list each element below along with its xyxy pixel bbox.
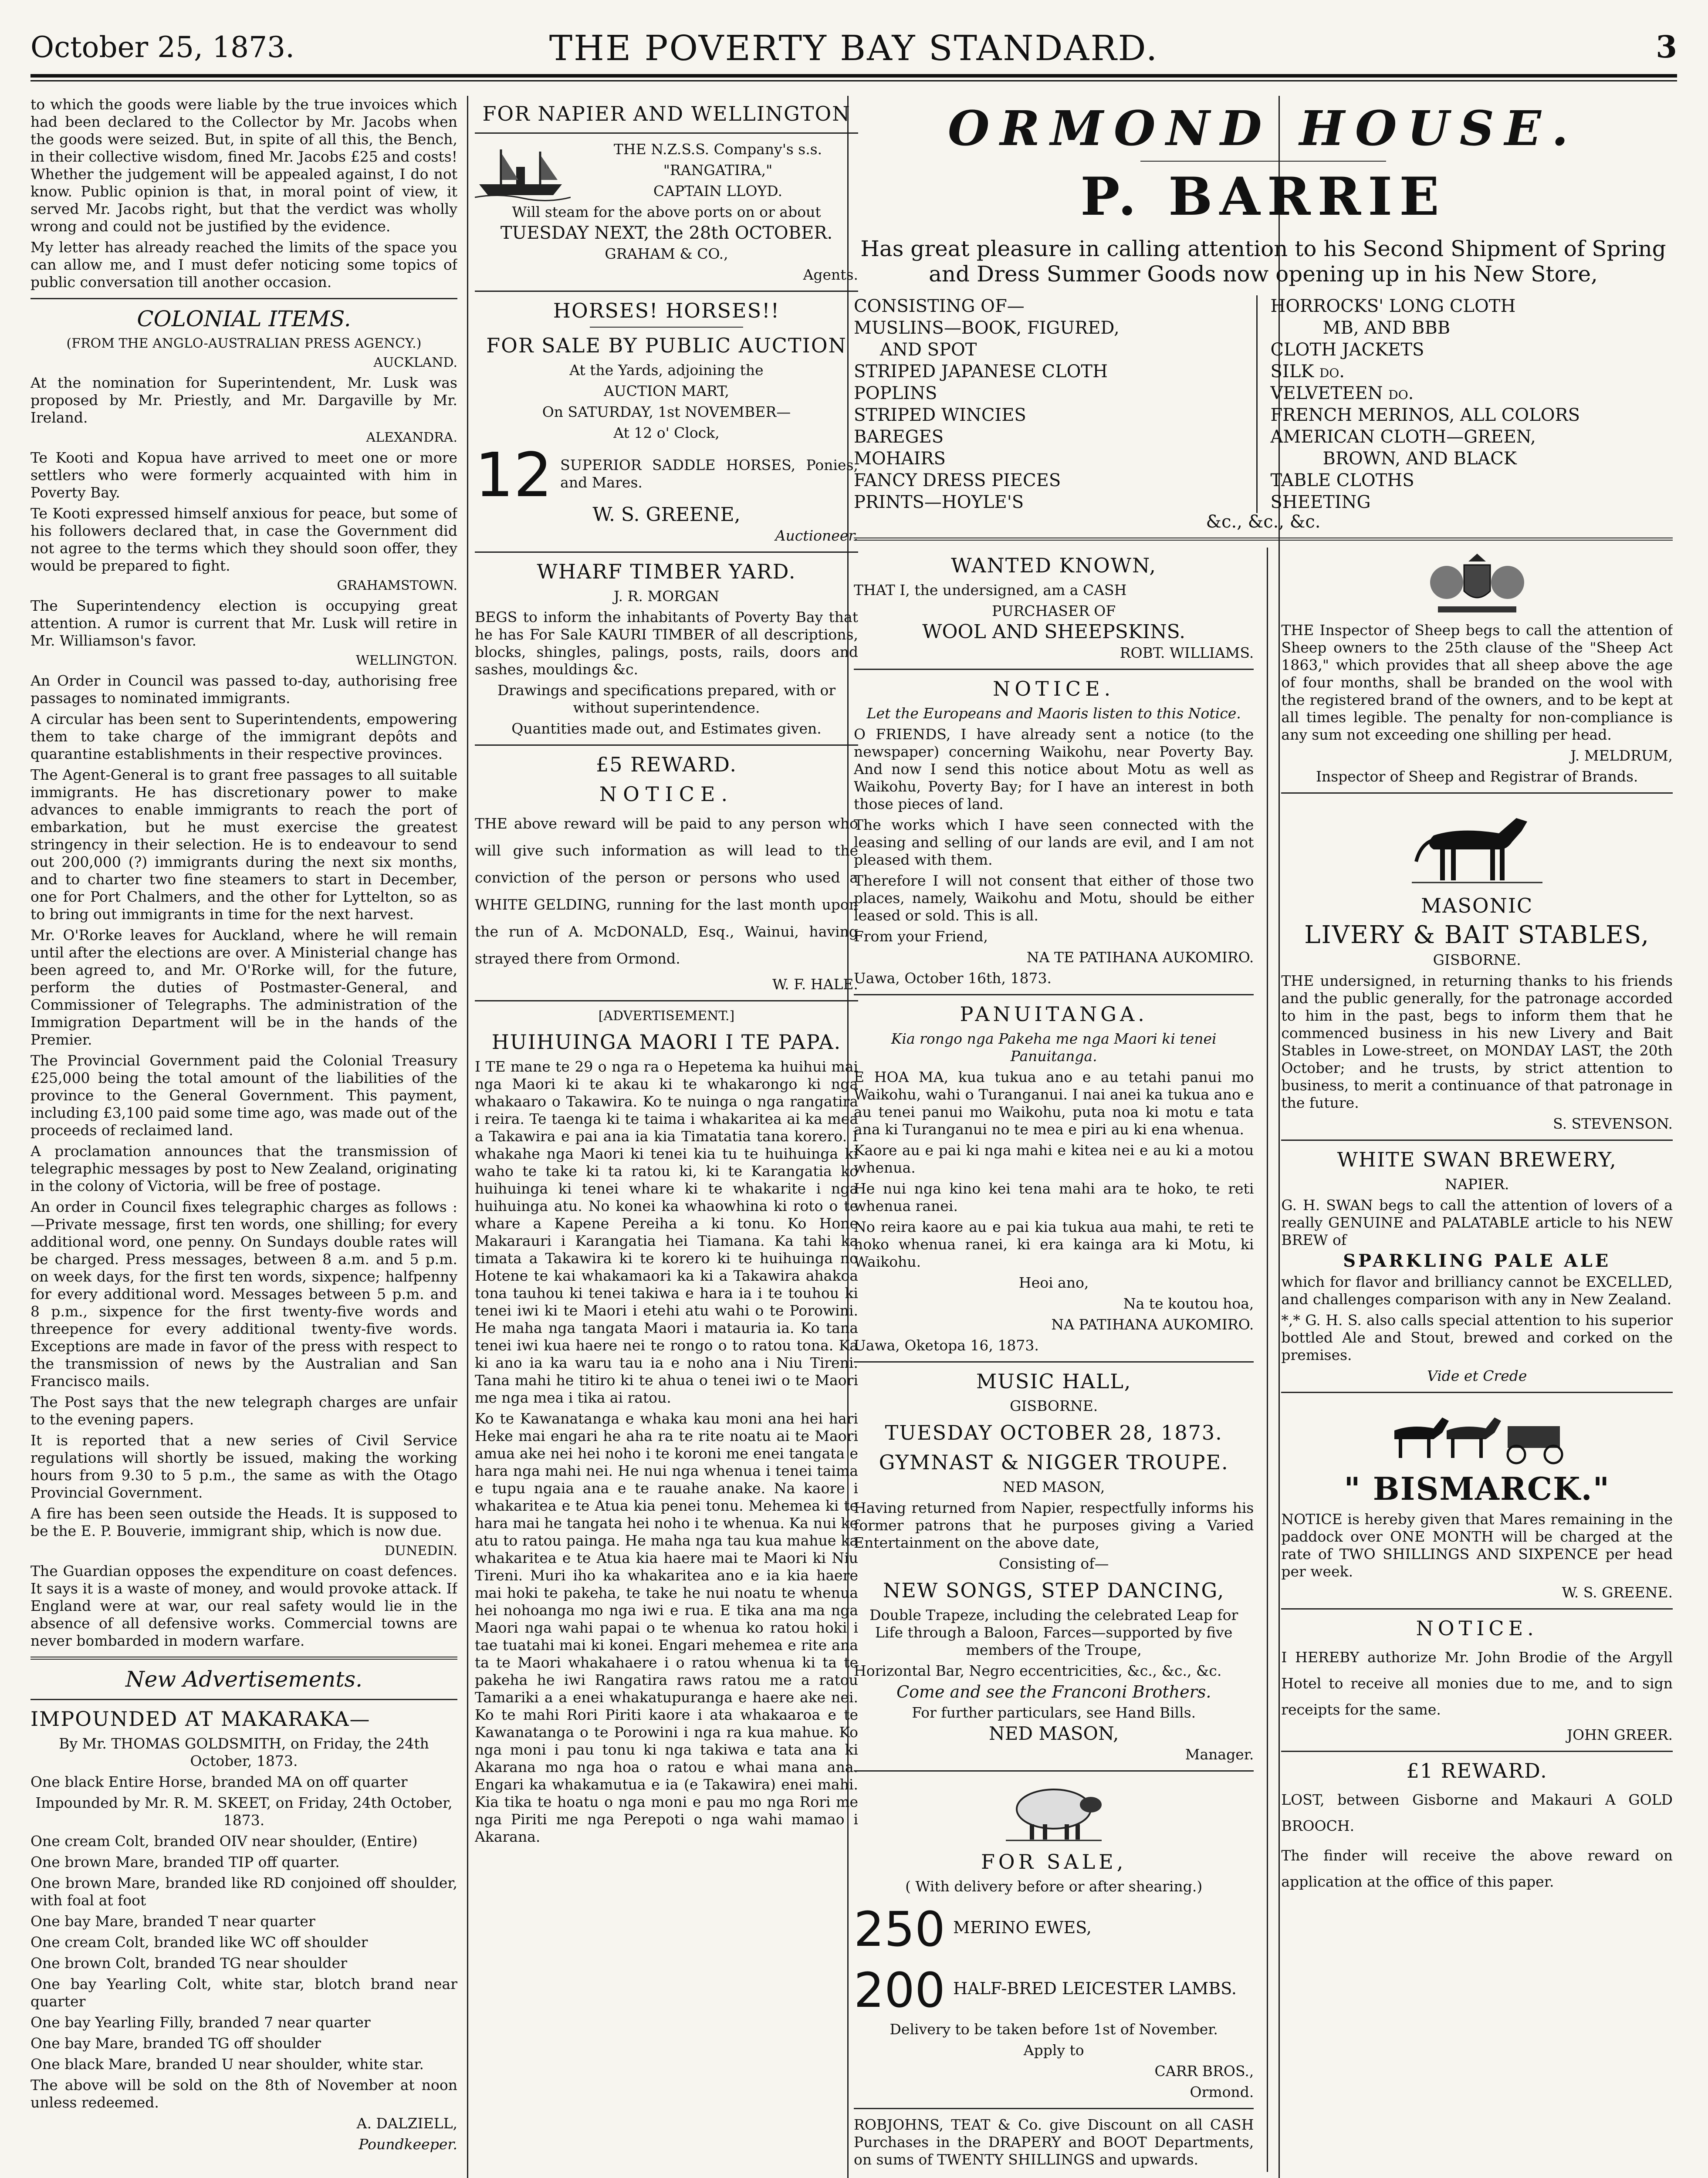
panuitanga-5: Heoi ano,: [1018, 1274, 1089, 1291]
poundkeeper-role: Poundkeeper.: [359, 2136, 457, 2153]
wellington-text-7: An order in Council fixes telegraphic charges as follows :—Private message, first ten words, one shilling; for every additional word, one penny. On Sundays double rates will be charged. Press messages, between 8 a.m. and 5 p.m. on week days, for the first ten words, sixpence; halfpenny for every additional word. Messages between 5 p.m. and 8 p.m., sixpence for the first twenty-five words and threepence for every additional twenty-five words. Exceptions are made in favor of the press with respect to the transmission of news by the Australian and San Francisco mails.: [30, 1198, 457, 1390]
rangatira-date: TUESDAY NEXT, the 28th OCTOBER.: [500, 223, 833, 243]
sale-lot-2: [854, 1960, 1254, 2021]
sale-number-2: 200: [854, 1962, 945, 2018]
impounded-item: One cream Colt, branded OIV near shoulder, (Entire): [30, 1833, 418, 1850]
page-number: 3: [1656, 29, 1677, 65]
goods-item: POPLINS: [854, 383, 937, 403]
for-sale-subtitle: ( With delivery before or after shearing.): [905, 1878, 1203, 1895]
letter-text: to which the goods were liable by the true invoices which had been declared to the Collector by Mr. Jacobs when the goods were seized. But, in spite of all this, the Bench, in their collective wisdom, fined Mr. Jacobs £25 and costs! Whether the judgement will be appealed against, I do not know. Public opinion is that, in moral point of view, it served Mr. Jacobs right, but that the verdict was wholly wrong and could not be justified by the evidence.: [30, 96, 457, 235]
livery-body: THE undersigned, in returning thanks to his friends and the public generally, for the patronage accorded to him in the past, begs to inform them that he commenced business in his new Livery and Bait Stables in Lowe-street, on MONDAY LAST, the 20th October; and he trusts, by strict attention to business, to merit a continuance of that patronage in the future.: [1281, 972, 1673, 1111]
napier-wellington-title: FOR NAPIER AND WELLINGTON: [482, 102, 851, 125]
auction-lot-text: SUPERIOR SADDLE HORSES, Ponies, and Mares.: [560, 457, 858, 491]
impounded-item: One cream Colt, branded like WC off shoulder: [30, 1934, 368, 1951]
goods-item: VELVETEEN do.: [1270, 383, 1414, 403]
goods-left: [854, 295, 1256, 513]
wharf-line-3: Quantities made out, and Estimates given.: [511, 720, 822, 737]
white-swan-body-2: which for flavor and brilliancy cannot be EXCELLED, and challenges comparison with any in New Zealand.: [1281, 1273, 1673, 1308]
goods-item: MOHAIRS: [854, 449, 946, 469]
bismarck-sign: W. S. GREENE.: [1562, 1584, 1673, 1601]
sale-label-2: HALF-BRED LEICESTER LAMBS.: [953, 1979, 1237, 1998]
goods-item: SHEETING: [1270, 492, 1371, 512]
wellington-text-9: It is reported that a new series of Civil Service regulations will shortly be issued, making the working hours from 9.30 to 5 p.m., the same as with the Otago Provincial Government.: [30, 1432, 457, 1501]
wellington-text-5: The Provincial Government paid the Colonial Treasury £25,000 being the total amount of the liabilities of the province to the General Government. This payment, including £3,100 paid some time ago, was made out of the proceeds of reclaimed land.: [30, 1052, 457, 1139]
white-swan-place: NAPIER.: [1445, 1176, 1509, 1193]
goods-item: FANCY DRESS PIECES: [854, 470, 1061, 490]
rangatira-ship: "RANGATIRA,": [663, 162, 773, 179]
auctioneer-name: W. S. GREENE,: [592, 504, 741, 526]
sale-label-1: MERINO EWES,: [953, 1918, 1092, 1937]
column-1: [30, 96, 457, 2178]
wellington-head: WELLINGTON.: [355, 653, 457, 668]
wharf-line-2: Drawings and specifications prepared, with or without superintendence.: [497, 682, 836, 716]
colonial-items-title: COLONIAL ITEMS.: [137, 306, 351, 331]
auction-lot: [475, 440, 858, 511]
royal-arms-icon: [1421, 552, 1534, 617]
auction-title: FOR SALE BY PUBLIC AUCTION: [486, 334, 847, 357]
music-hall-line-3: Horizontal Bar, Negro eccentricities, &c., &c., &c.: [854, 1662, 1222, 1679]
rangatira-agents-label: Agents.: [803, 266, 858, 283]
auction-line-3: On SATURDAY, 1st NOVEMBER—: [542, 403, 791, 420]
wellington-text-1: An Order in Council was passed to-day, authorising free passages to nominated immigrants.: [30, 672, 457, 707]
grahamstown-text: The Superintendency election is occupying great attention. A rumor is current that Mr. Lusk will retire in Mr. Williamson's favor.: [30, 597, 457, 649]
livery-sign: S. STEVENSON.: [1553, 1115, 1673, 1132]
music-hall-place: GISBORNE.: [1010, 1397, 1098, 1414]
panuitanga-subtitle: Kia rongo nga Pakeha me nga Maori ki tenei Panuitanga.: [891, 1030, 1217, 1065]
column-2: [475, 96, 858, 2178]
poundkeeper-name: A. DALZIELL,: [356, 2115, 457, 2132]
music-hall-line-4: For further particulars, see Hand Bills.: [912, 1704, 1196, 1721]
alexandra-text-2: Te Kooti expressed himself anxious for peace, but some of his followers declared that, in case the Government did not agree to the terms which they should soon offer, they would be prepared to fight.: [30, 505, 457, 574]
column-4: [1267, 548, 1673, 2172]
goods-item: SILK do.: [1270, 362, 1345, 382]
alexandra-text-1: Te Kooti and Kopua have arrived to meet one or more settlers who were formerly acquainted with him in Poverty Bay.: [30, 449, 457, 501]
impounded-item: One brown Mare, branded TIP off quarter.: [30, 1853, 340, 1870]
notice-patihana-subtitle: Let the Europeans and Maoris listen to this Notice.: [866, 705, 1241, 722]
masonic-title: MASONIC: [1421, 894, 1533, 917]
reward-5-title: £5 REWARD.: [595, 753, 737, 776]
music-hall-consisting: Consisting of—: [998, 1555, 1109, 1572]
sheep-inspector-sign: J. MELDRUM,: [1570, 747, 1673, 764]
panuitanga-3: He nui nga kino kei tena mahi ara te hoko, te reti whenua ranei.: [854, 1180, 1254, 1214]
impounded-item-first: One black Entire Horse, branded MA on off quarter: [30, 1773, 408, 1790]
dunedin-text: The Guardian opposes the expenditure on coast defences. It says it is a waste of money, and would provoke attack. If England were at war, our real safety would lie in the absence of all defensive works. Commercial towns are never bombarded in modern warfare.: [30, 1562, 457, 1649]
auction-line-4: At 12 o' Clock,: [613, 424, 720, 441]
column-3-4-wide: [854, 96, 1673, 2178]
grahamstown-head: GRAHAMSTOWN.: [337, 578, 457, 593]
notice-patihana-2: The works which I have seen connected with the leasing and selling of our lands are evil, and I am not pleased with them.: [854, 816, 1254, 868]
ormond-house-title: ORMOND HOUSE.: [947, 100, 1579, 156]
huihuinga-text-2: Ko te Kawanatanga e whaka kau moni ana hei hari Heke mai engari he aha ra te rite noatu ai te Maori amua ake nei hei noho i te koroni me enei tangata e hara nga mahi nei. He nui nga whenua i tenei taima e tupu ngaia ana e te rauahe anake. Na kaore i whakaritea e te Atua kia penei tonu. Mehemea ki te hara mai he tangata hei noho i te whenua. Ka nui ke atu to ratou painga. He maha nga tau kua mahue ka whakaritea e te Atua kia haere mai te Maori ki Niu Tireni. Muri iho ka whakaritea ano e ia kia haere mai hoki te pakeha, te take he nui noatu te whenua hei nohoanga mo nga iwi e rua. E tika ana ma nga Maori nga wahi papai o te whenua ko ratou hoki i tae tuatahi mai ki konei. Engari mehemea e rite ana ta te Maori whakahaere i o ratou whenua ki ta te pakeha he iwi Rangatira raws ratou me a ratou Tamariki a a enei whakatupuranga e haere ake nei. Ko te mahi Rori Piriti kaore i ata whakaaroa e te Kawanatanga o te Porowini i nga ra kua mahue. Ko nga moni i pau tonu ki nga takiwa e tata ana ki Akarana mo nga hoa o ratou e whai mana ana. Engari ka whakamutua e ia (e Takawira) enei mahi. Kia tika te hoatu o nga moni e pau mo nga Rori me nga Piriti me nga Perepoti o nga wahi mamao i Akarana.: [475, 1410, 858, 1845]
new-advertisements-title: New Advertisements.: [125, 1667, 363, 1692]
wanted-known-title: WANTED KNOWN,: [951, 554, 1157, 577]
column-3: [854, 548, 1267, 2172]
sheep-inspector-role: Inspector of Sheep and Registrar of Brands.: [1316, 768, 1638, 785]
for-sale-title: FOR SALE,: [981, 1850, 1127, 1874]
white-swan-title: WHITE SWAN BREWERY,: [1337, 1148, 1617, 1171]
wanted-line-3: WOOL AND SHEEPSKINS.: [922, 621, 1186, 643]
sale-lot-1: [854, 1899, 1254, 1960]
reward-1-body-2: The finder will receive the above reward on application at the office of this paper.: [1281, 1847, 1673, 1890]
panuitanga-sign: NA PATIHANA AUKOMIRO.: [1051, 1316, 1254, 1333]
goods-right: [1256, 295, 1673, 513]
notice-patihana-4: From your Friend,: [854, 928, 988, 945]
livery-title: LIVERY & BAIT STABLES,: [1304, 921, 1650, 949]
notice-greer-title: NOTICE.: [1416, 1617, 1538, 1640]
music-hall-body: Having returned from Napier, respectfully informs his former patrons that he purposes giving a Varied Entertainment on the above date,: [854, 1499, 1254, 1551]
goods-grid: [854, 295, 1673, 513]
sale-delivery: Delivery to be taken before 1st of November.: [890, 2021, 1218, 2038]
music-hall-songs: NEW SONGS, STEP DANCING,: [883, 1579, 1225, 1602]
music-hall-troupe: GYMNAST & NIGGER TROUPE.: [879, 1451, 1229, 1474]
sale-place: Ormond.: [1190, 2083, 1254, 2100]
music-hall-line-2: Double Trapeze, including the celebrated Leap for Life through a Baloon, Farces—supported by five members of the Troupe,: [869, 1606, 1238, 1658]
consisting-label: CONSISTING OF—: [854, 296, 1025, 316]
notice-greer-body: I HEREBY authorize Mr. John Brodie of the Argyll Hotel to receive all monies due to me, and to sign receipts for the same.: [1281, 1649, 1673, 1718]
goods-item: STRIPED JAPANESE CLOTH: [854, 362, 1108, 382]
impounded-item: One bay Yearling Colt, white star, blotch brand near quarter: [30, 1975, 457, 2010]
impounded-by-2: Impounded by Mr. R. M. SKEET, on Friday, 24th October, 1873.: [35, 1794, 453, 1829]
impounded-item: One brown Colt, branded TG near shoulder: [30, 1955, 347, 1972]
notice-greer-sign: JOHN GREER.: [1566, 1726, 1673, 1743]
colonial-source: (FROM THE ANGLO-AUSTRALIAN PRESS AGENCY.): [66, 336, 422, 351]
sheep-icon: [1001, 1779, 1106, 1844]
sale-sign: CARR BROS.,: [1154, 2063, 1254, 2080]
sale-number-1: 250: [854, 1901, 945, 1957]
panuitanga-4: No reira kaore au e pai kia tukua aua mahi, te reti te hoko whenua ranei, ki era kainga ara ki Motu, ki Waikohu.: [854, 1218, 1254, 1270]
rangatira-line-1: THE N.Z.S.S. Company's s.s.: [613, 141, 822, 158]
wharf-body: BEGS to inform the inhabitants of Poverty Bay that he has For Sale KAURI TIMBER of all descriptions, blocks, shingles, palings, posts, rails, doors and sashes, mouldings &c.: [475, 609, 858, 678]
music-hall-sign: NED MASON,: [988, 1723, 1119, 1744]
goods-item: TABLE CLOTHS: [1270, 470, 1414, 490]
panuitanga-title: PANUITANGA.: [960, 1002, 1148, 1026]
horse-icon: [1407, 801, 1547, 888]
carriage-horses-icon: [1381, 1400, 1573, 1465]
auction-line-2: AUCTION MART,: [604, 382, 729, 399]
advertisement-tag: [ADVERTISEMENT.]: [598, 1008, 735, 1024]
music-hall-come: Come and see the Franconi Brothers.: [896, 1682, 1211, 1701]
notice-patihana-date: Uawa, October 16th, 1873.: [854, 970, 1052, 987]
auckland-head: AUCKLAND.: [373, 355, 457, 370]
notice-patihana-3: Therefore I will not consent that either of those two places, namely, Waikohu and Motu, should be either leased or sold. This is all.: [854, 872, 1254, 924]
issue-date: October 25, 1873.: [30, 30, 295, 64]
lower-columns: [854, 548, 1673, 2172]
horses-title: HORSES! HORSES!!: [553, 299, 780, 322]
steamship-icon: [475, 141, 571, 202]
notice-title: NOTICE.: [599, 782, 734, 806]
impounded-item: One bay Mare, branded TG off shoulder: [30, 2035, 321, 2052]
notice-patihana-1: O FRIENDS, I have already sent a notice (to the newspaper) concerning Waikohu, near Poverty Bay. And now I send this notice about Motu as well as Waikohu, Poverty Bay; for I have an interest in both those pieces of land.: [854, 726, 1254, 812]
wellington-text-10: A fire has been seen outside the Heads. It is supposed to be the E. P. Bouverie, immigrant ship, which is now due.: [30, 1505, 457, 1539]
impounded-item: One bay Yearling Filly, branded 7 near quarter: [30, 2014, 371, 2031]
barrie-title: P. BARRIE: [1080, 166, 1446, 227]
sheep-inspector-body: THE Inspector of Sheep begs to call the attention of Sheep owners to the 25th clause of the "Sheep Act 1863," which provides that all sheep above the age of four months, shall be branded on the wool with the registered brand of the owners, and to be kept at all times legible. The penalty for non-compliance is any sum not exceeding one shilling per head.: [1281, 622, 1673, 743]
goods-item: MB, AND BBB: [1322, 318, 1451, 338]
impounded-item: One bay Mare, branded T near quarter: [30, 1913, 315, 1930]
goods-item: PRINTS—HOYLE'S: [854, 492, 1024, 512]
rangatira-line-4: Will steam for the above ports on or about: [512, 203, 821, 220]
masthead-rule: [30, 74, 1677, 78]
panuitanga-1: E HOA MA, kua tukua ano e au tetahi panui mo Waikohu, wahi o Turanganui. I nai anei ka tukua ano e au tenei panui mo Waikohu, puta noa ki motu e tata ana ki Turanganui no te mea e piri au ki ena whenua.: [854, 1069, 1254, 1138]
sale-apply: Apply to: [1023, 2042, 1084, 2059]
impounded-by-1: By Mr. THOMAS GOLDSMITH, on Friday, the 24th October, 1873.: [59, 1735, 429, 1769]
impounded-sale: The above will be sold on the 8th of November at noon unless redeemed.: [30, 2077, 457, 2111]
notice-patihana-title: NOTICE.: [993, 677, 1115, 700]
reward-5-sign: W. F. HALE.: [772, 976, 858, 993]
dunedin-head: DUNEDIN.: [384, 1543, 457, 1559]
wellington-text-8: The Post says that the new telegraph charges are unfair to the evening papers.: [30, 1393, 457, 1428]
reward-1-body: LOST, between Gisborne and Makauri A GOLD BROOCH.: [1281, 1791, 1673, 1834]
auction-number: 12: [475, 440, 553, 511]
wellington-text-3: The Agent-General is to grant free passages to all suitable immigrants. He has discretionary power to make advances to enable immigrants to reach the port of embarkation, but he must exercise the greatest stringency in their selection. He is to endeavour to send out 200,000 (?) immigrants during the next six months, and to charter two fine steamers to start in December, one for Port Chalmers, and the other for Lyttelton, so as to bring out immigrants in time for the next harvest.: [30, 766, 457, 923]
music-hall-ned: NED MASON,: [1002, 1478, 1105, 1495]
robjohns-notice: ROBJOHNS, TEAT & Co. give Discount on all CASH Purchases in the DRAPERY and BOOT Departments, on sums of TWENTY SHILLINGS and upwards.: [854, 2116, 1254, 2168]
huihuinga-title: HUIHUINGA MAORI I TE PAPA.: [491, 1030, 842, 1054]
auctioneer-role: Auctioneer.: [775, 527, 858, 544]
reward-1-title: £1 REWARD.: [1406, 1759, 1548, 1782]
goods-item: CLOTH JACKETS: [1270, 340, 1424, 360]
impounded-item: One black Mare, branded U near shoulder, white star.: [30, 2056, 424, 2073]
goods-item: AMERICAN CLOTH—GREEN,: [1270, 427, 1536, 447]
masthead: [30, 26, 1677, 74]
white-swan-motto: Vide et Crede: [1427, 1367, 1527, 1384]
white-swan-body: G. H. SWAN begs to call the attention of lovers of a really GENUINE and PALATABLE article to his NEW BREW of: [1281, 1197, 1673, 1248]
alexandra-head: ALEXANDRA.: [366, 430, 457, 445]
livery-place: GISBORNE.: [1433, 951, 1521, 968]
goods-item: HORROCKS' LONG CLOTH: [1270, 296, 1516, 316]
music-hall-title: MUSIC HALL,: [976, 1370, 1132, 1393]
reward-5-body: THE above reward will be paid to any person who will give such information as will lead to the conviction of the person or persons who used a WHITE GELDING, running for the last month upon the run of A. McDONALD, Esq., Wainui, having strayed there from Ormond.: [475, 815, 858, 967]
newspaper-title: THE POVERTY BAY STANDARD.: [549, 28, 1159, 68]
notice-patihana-sign: NA TE PATIHANA AUKOMIRO.: [1026, 949, 1254, 966]
music-hall-role: Manager.: [1185, 1746, 1254, 1763]
auction-line-1: At the Yards, adjoining the: [569, 362, 764, 379]
white-swan-body-3: *,* G. H. S. also calls special attention to his superior bottled Ale and Stout, brewed and corked on the premises.: [1281, 1312, 1673, 1363]
masthead-rule-thin: [30, 80, 1677, 81]
wellington-text-4: Mr. O'Rorke leaves for Auckland, where he will remain until after the elections are over. A Ministerial change has been agreed to, and Mr. O'Rorke will, for the future, perform the duties of Postmaster-General, and Commissioner of Telegraphs. The administration of the Immigration Department will be in the hands of the Premier.: [30, 927, 457, 1048]
wellington-text-6: A proclamation announces that the transmission of telegraphic messages by post to New Zealand, originating in the colony of Victoria, will be free of postage.: [30, 1143, 457, 1194]
goods-item: MUSLINS—BOOK, FIGURED,: [854, 318, 1120, 338]
impounded-item: One brown Mare, branded like RD conjoined off shoulder, with foal at foot: [30, 1874, 457, 1909]
impounded-title: IMPOUNDED AT MAKARAKA—: [30, 1707, 371, 1731]
goods-item: STRIPED WINCIES: [854, 405, 1026, 425]
wharf-timber-title: WHARF TIMBER YARD.: [537, 560, 796, 583]
goods-item: BAREGES: [854, 427, 944, 447]
rangatira-agent: GRAHAM & CO.,: [605, 245, 728, 262]
bismarck-title: " BISMARCK.": [1344, 1470, 1610, 1507]
letter-close: My letter has already reached the limits of the space you can allow me, and I must defer noticing some topics of public conversation till another occasion.: [30, 239, 457, 291]
wellington-text-2: A circular has been sent to Superintendents, empowering them to take charge of the immigrant depôts and quarantine establishments in their respective provinces.: [30, 710, 457, 762]
huihuinga-text-1: I TE mane te 29 o nga ra o Hepetema ka huihui mai nga Maori ki te akau ki te whakarongo ki nga whakaaro o Takawira. Ko te nuinga o nga rangatira i reira. Te taenga ki te taima i whakaritea ai ka mea a Takawira e pai ana ia kia Timatatia tana korero. I whakahe nga Maori ki tenei kia tu te huihuinga ki waho te take ki ta ratou ki, ki te Karangatia ko huihuinga ki tenei whare ki te whakarite i nga huihuinga atu. No konei ka whaowhina ki roto o te whare a Kapene Pereiha a ki tonu. Ko Hone Makarauri i Karangatia hei Tiamana. Ka tahi ka timata a Takawira ki te korero ki te huihuinga no Hotene te kai whakamaori ka ki a Takawira ahakoa tona tauhou ki tenei takiwa e hara ia i te touhou ki tenei iwi ki te Maori i etehi atu wahi o te Porowini. He maha nga tangata Maori i matauria ia. Ko tana tenei iwi kua haere nei te rongo o to ratou tona. Ka ki ano ia ka waru tau ia e noho ana i Niu Tireni. Tana mahi he titiro ki te ahua o tenei iwi o te Maori me nga mea i tika ai ratou.: [475, 1058, 858, 1406]
wanted-sign: ROBT. WILLIAMS.: [1120, 644, 1254, 661]
ormond-lede: Has great pleasure in calling attention to his Second Shipment of Spring and Dress Summer Goods now opening up in his New Store,: [860, 236, 1666, 287]
rangatira-captain: CAPTAIN LLOYD.: [653, 183, 783, 200]
panuitanga-2: Kaore au e pai ki nga mahi e kitea nei e au ki a motou whenua.: [854, 1142, 1254, 1176]
wanted-line-1: THAT I, the undersigned, am a CASH: [854, 582, 1127, 599]
goods-item: AND SPOT: [880, 340, 977, 360]
goods-etc: &c., &c., &c.: [1206, 512, 1321, 532]
goods-item: FRENCH MERINOS, ALL COLORS: [1270, 405, 1580, 425]
column-rule-1: [467, 96, 468, 2178]
panuitanga-date: Uawa, Oketopa 16, 1873.: [854, 1337, 1039, 1354]
panuitanga-6: Na te koutou hoa,: [1123, 1295, 1254, 1312]
white-swan-ale: SPARKLING PALE ALE: [1343, 1251, 1611, 1271]
bismarck-body: NOTICE is hereby given that Mares remaining in the paddock over ONE MONTH will be charged at the rate of TWO SHILLINGS AND SIXPENCE per head per week.: [1281, 1511, 1673, 1580]
wharf-owner: J. R. MORGAN: [613, 588, 720, 605]
goods-item: BROWN, AND BLACK: [1322, 449, 1517, 469]
auckland-text: At the nomination for Superintendent, Mr. Lusk was proposed by Mr. Priestly, and Mr. Dargaville by Mr. Ireland.: [30, 374, 457, 426]
wanted-line-2: PURCHASER OF: [992, 602, 1116, 619]
music-hall-date: TUESDAY OCTOBER 28, 1873.: [885, 1421, 1223, 1444]
